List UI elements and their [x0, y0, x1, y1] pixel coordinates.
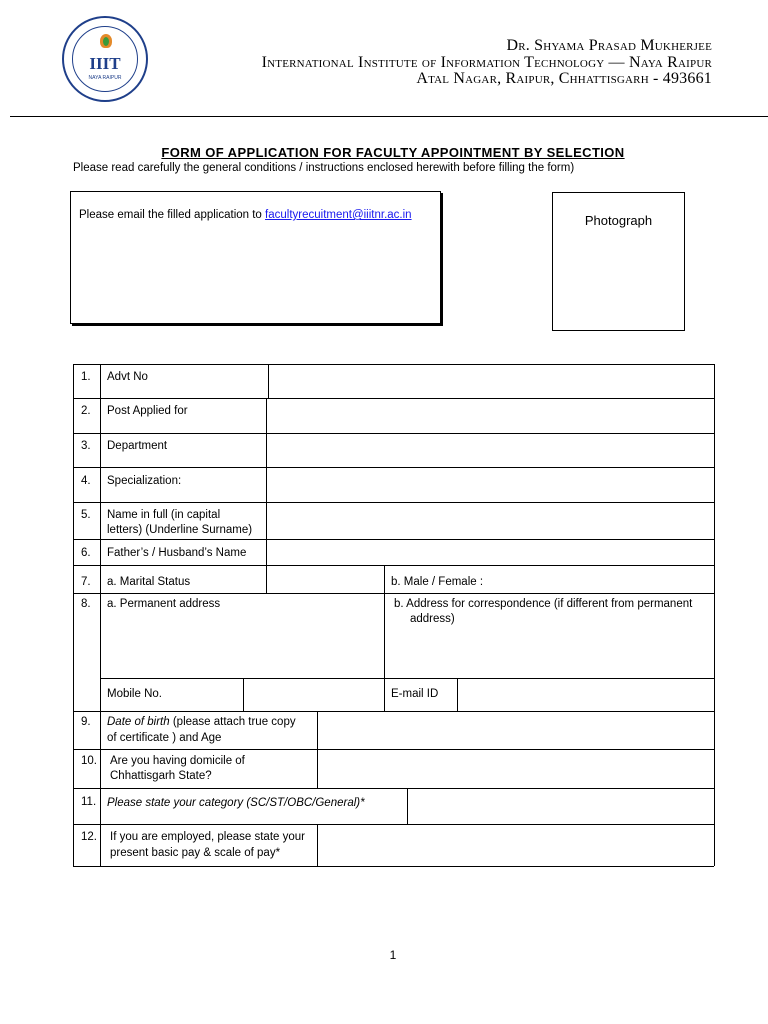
row-4-number: 4. [81, 475, 91, 487]
email-id-field[interactable] [459, 680, 712, 710]
email-prefix: Please email the filled application to [79, 209, 266, 221]
dob-label-rest: (please attach true copy [169, 716, 296, 728]
full-name-field[interactable] [268, 504, 712, 538]
gender-label: b. Male / Female : [391, 576, 484, 588]
category-label: Please state your category (SC/ST/OBC/General)* [107, 797, 365, 809]
specialization-field[interactable] [268, 469, 712, 501]
mobile-no-label: Mobile No. [107, 688, 162, 700]
specialization-label: Specialization: [107, 475, 182, 487]
page-number: 1 [389, 948, 397, 962]
row-6-number: 6. [81, 547, 91, 559]
email-link[interactable]: facultyrecuitment@iiitnr.ac.in [265, 209, 412, 221]
form-instruction: Please read carefully the general conditions / instructions enclosed herewith before filling the form) [73, 162, 575, 174]
dob-field[interactable] [319, 713, 712, 748]
department-label: Department [107, 440, 168, 452]
domicile-label-line-1: Are you having domicile of [110, 755, 245, 767]
row-2-number: 2. [81, 405, 91, 417]
post-applied-label: Post Applied for [107, 405, 188, 417]
department-field[interactable] [268, 435, 712, 466]
domicile-field[interactable] [319, 751, 712, 787]
row-10-number: 10. [81, 755, 97, 767]
logo-subtext: NAYA RAIPUR [88, 75, 122, 81]
email-id-label: E-mail ID [391, 688, 439, 700]
dob-label-italic: Date of birth [107, 716, 170, 728]
logo-text: IIIT [89, 54, 121, 73]
name-label-line-2: letters) (Underline Surname) [107, 524, 253, 536]
domicile-label-line-2: Chhattisgarh State? [110, 770, 212, 782]
advt-no-field[interactable] [270, 366, 712, 397]
marital-status-field[interactable] [268, 567, 383, 592]
row-1-number: 1. [81, 371, 91, 383]
category-field[interactable] [409, 790, 712, 823]
advt-no-label: Advt No [107, 371, 148, 383]
row-3-number: 3. [81, 440, 91, 452]
correspondence-address-label-2: address) [410, 613, 455, 625]
correspondence-address-label: b. Address for correspondence (if different from permanent [394, 598, 693, 610]
father-husband-field[interactable] [268, 541, 712, 564]
employment-label-line-2: present basic pay & scale of pay* [110, 847, 281, 859]
photograph-label: Photograph [584, 213, 653, 228]
row-8-number: 8. [81, 598, 91, 610]
header-line-1: Dr. Shyama Prasad Mukherjee [506, 37, 712, 54]
row-11-number: 11. [81, 796, 97, 808]
photograph-box [552, 192, 685, 331]
marital-status-label: a. Marital Status [107, 576, 191, 588]
row-12-number: 12. [81, 831, 97, 843]
name-label-line-1: Name in full (in capital [107, 509, 221, 521]
post-applied-field[interactable] [268, 400, 712, 432]
pay-scale-field[interactable] [319, 826, 712, 865]
institute-logo [62, 16, 148, 102]
email-instruction-box [70, 191, 441, 324]
employment-label-line-1: If you are employed, please state your [110, 831, 305, 843]
row-5-number: 5. [81, 509, 91, 521]
mobile-no-field[interactable] [245, 680, 383, 710]
dob-label-line-1 [107, 715, 296, 730]
form-title: FORM OF APPLICATION FOR FACULTY APPOINTMENT BY SELECTION [161, 145, 625, 160]
dob-label-line-2: of certificate ) and Age [107, 732, 222, 744]
header-line-3: Atal Nagar, Raipur, Chhattisgarh - 493661 [416, 70, 712, 87]
permanent-address-label: a. Permanent address [107, 598, 221, 610]
father-husband-label: Father’s / Husband’s Name [107, 547, 247, 559]
header-rule [10, 116, 768, 117]
row-7-number: 7. [81, 576, 91, 588]
row-9-number: 9. [81, 716, 91, 728]
header-line-2: International Institute of Information Technology — Naya Raipur [261, 54, 712, 71]
